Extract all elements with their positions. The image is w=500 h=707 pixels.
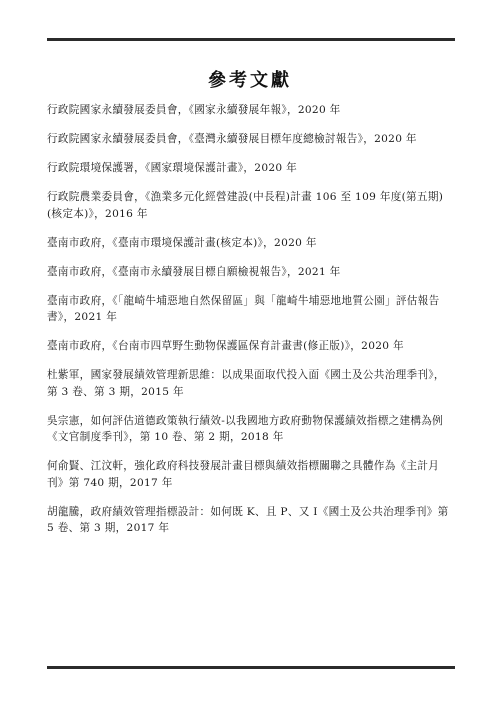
reference-item: 杜紫軍，國家發展績效管理新思維：以成果面取代投入面《國土及公共治理季刊》，第 3 卷、第 3 期，2015 年 <box>47 369 445 398</box>
bottom-rule <box>47 666 455 669</box>
page-title: 參考文獻 <box>208 70 292 91</box>
reference-item: 行政院國家永續發展委員會，《國家永續發展年報》，2020 年 <box>47 104 341 116</box>
top-rule <box>47 38 455 41</box>
reference-list <box>47 102 455 549</box>
reference-item: 臺南市政府，《台南市四草野生動物保護區保育計畫書(修正版)》，2020 年 <box>47 340 404 352</box>
reference-item: 行政院農業委員會，《漁業多元化經營建設(中長程)計畫 106 至 109 年度(第五期)(核定本)》，2016 年 <box>47 191 444 220</box>
reference-item: 行政院環境保護署，《國家環境保護計畫》，2020 年 <box>47 162 297 174</box>
reference-item: 吳宗憲，如何評估道德政策執行績效-以我國地方政府動物保護績效指標之建構為例《文官制度季刊》，第 10 卷、第 2 期，2018 年 <box>47 414 444 443</box>
reference-item: 何俞賢、江汶軒，強化政府科技發展計畫目標與績效指標關聯之具體作為《主計月刊》第 740 期，2017 年 <box>47 460 440 489</box>
reference-item: 胡龍騰，政府績效管理指標設計：如何既 K、且 P、又 I《國土及公共治理季刊》第 5 卷、第 3 期，2017 年 <box>47 505 449 534</box>
reference-item: 臺南市政府，《臺南市永續發展目標自願檢視報告》，2021 年 <box>47 265 341 278</box>
reference-item: 行政院國家永續發展委員會，《臺灣永續發展目標年度總檢討報告》，2020 年 <box>47 133 417 145</box>
reference-item: 臺南市政府，《臺南市環境保護計畫(核定本)》，2020 年 <box>47 236 317 249</box>
reference-item: 臺南市政府，《「龍崎牛埔惡地自然保留區」與「龍崎牛埔惡地地質公園」評估報告書》，2021 年 <box>47 294 440 323</box>
